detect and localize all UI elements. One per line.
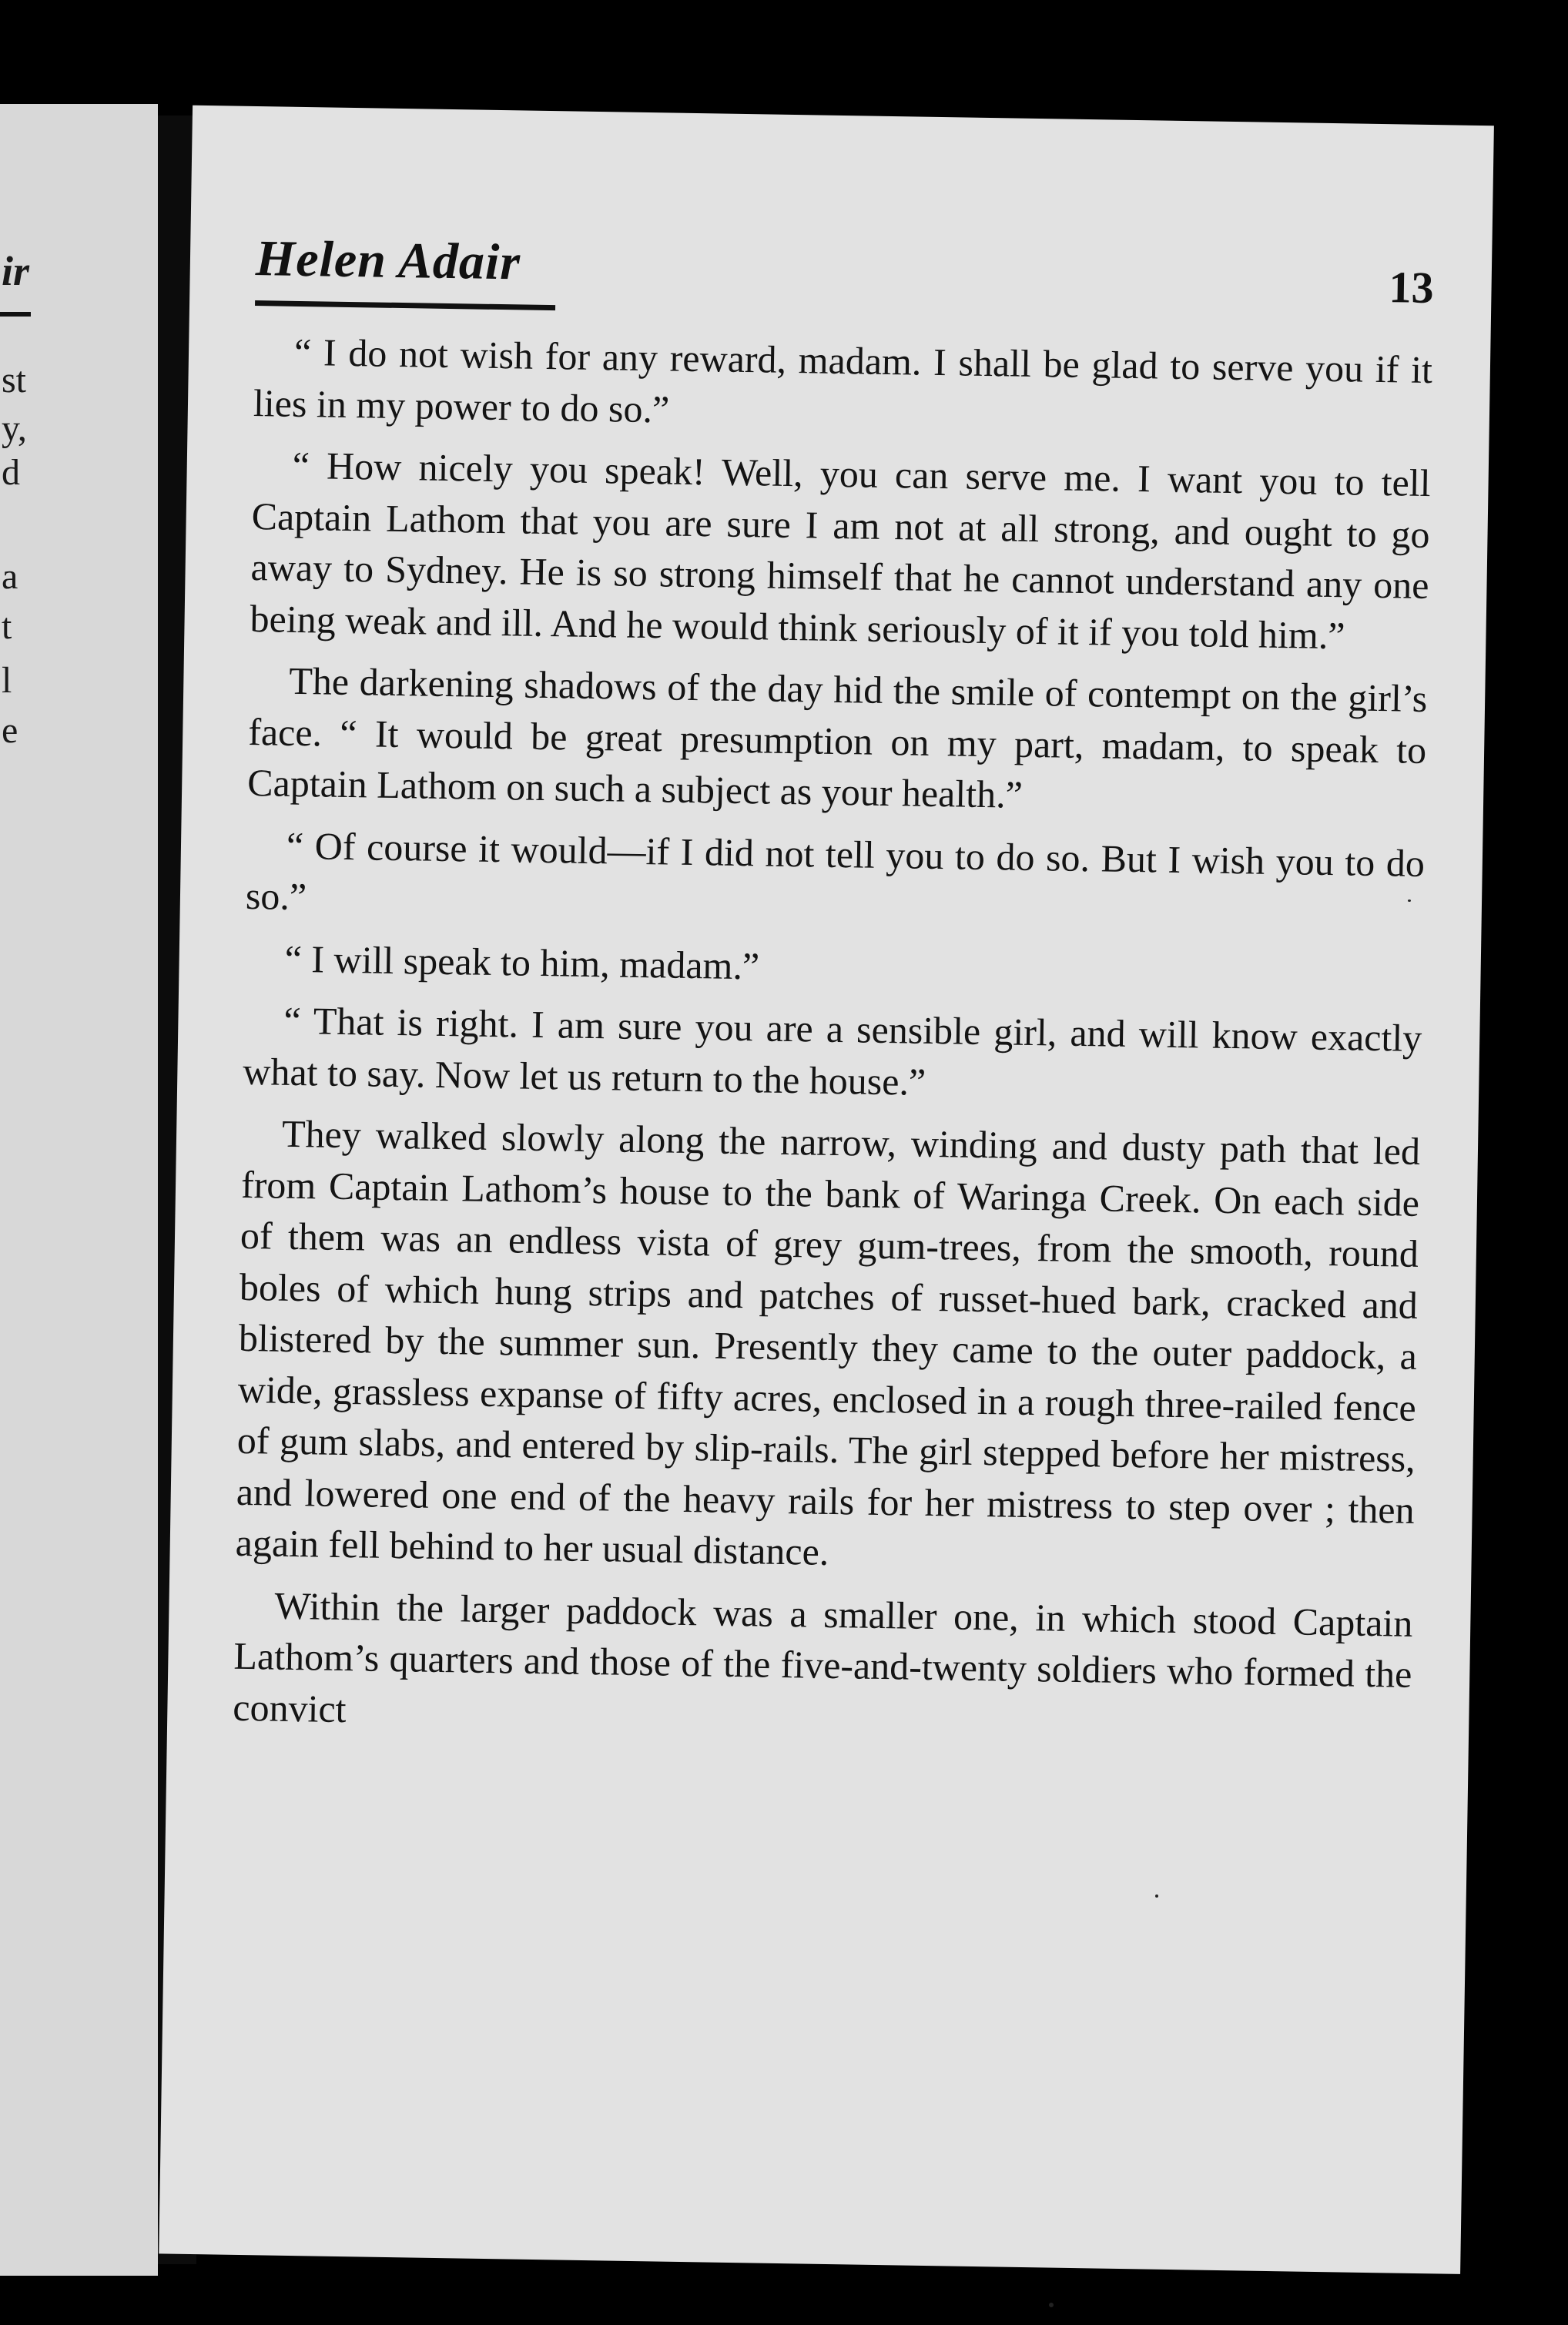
prev-page-fragment: st xyxy=(2,360,27,400)
paragraph: They walked slowly along the narrow, winding and dusty path that led from Captain Lathom’s house to the bank of Waringa Creek. On each side of them was an endless vista of grey gum-trees, from the smooth, round boles of which hung strips and patches of russet-hued bark, cracked and blistered by the summer sun. Presently they came to the outer paddock, a wide, grassless expanse of fifty acres, enclosed in a rough three-railed fence of gum slabs, and entered by slip-rails. The girl stepped before her mistress, and lowered one end of the heavy rails for her mistress to step over ; then again fell behind to her usual distance. xyxy=(235,1111,1421,1573)
prev-page-fragment: ir xyxy=(2,248,30,294)
paragraph: “ I do not wish for any reward, madam. I shall be glad to serve you if it lies in my power to do so.” xyxy=(253,330,1433,430)
paragraph: Within the larger paddock was a smaller one, in which stood Captain Lathom’s quarters and those of the five-and-twenty soldiers who formed the convict xyxy=(233,1583,1413,1730)
previous-page-edge xyxy=(0,104,158,2276)
page-number: 13 xyxy=(1389,262,1435,313)
paragraph: “ How nicely you speak! Well, you can serve me. I want you to tell Captain Lathom that you are sure I am not at all strong, and ought to go away to Sydney. He is so strong himself that he cannot understand any one being weak and ill. And he would think seriously of it if you told him.” xyxy=(250,443,1432,657)
prev-page-fragment: e xyxy=(2,710,18,751)
book-page xyxy=(159,106,1494,2274)
running-title: Helen Adair xyxy=(255,230,521,291)
prev-page-fragment: d xyxy=(2,452,20,493)
prev-page-fragment: a xyxy=(2,556,18,597)
paragraph: “ I will speak to him, madam.” xyxy=(284,936,760,987)
prev-page-rule xyxy=(0,312,31,317)
paragraph: The darkening shadows of the day hid the smile of contempt on the girl’s face. “ It would be great presumption on my part, madam, to speak to Captain Lathom on such a subject as your health.” xyxy=(246,658,1428,816)
paragraph: “ That is right. I am sure you are a sensible girl, and will know exactly what to say. Now let us return to the house.” xyxy=(242,998,1422,1104)
prev-page-fragment: y, xyxy=(2,408,27,449)
page-body xyxy=(233,326,1433,1762)
prev-page-fragment: t xyxy=(2,606,12,647)
prev-page-fragment: l xyxy=(2,660,12,701)
paragraph: “ Of course it would—if I did not tell you to do so. But I wish you to do so.” xyxy=(245,823,1426,919)
title-underline xyxy=(255,300,555,310)
page-header xyxy=(255,229,1434,325)
